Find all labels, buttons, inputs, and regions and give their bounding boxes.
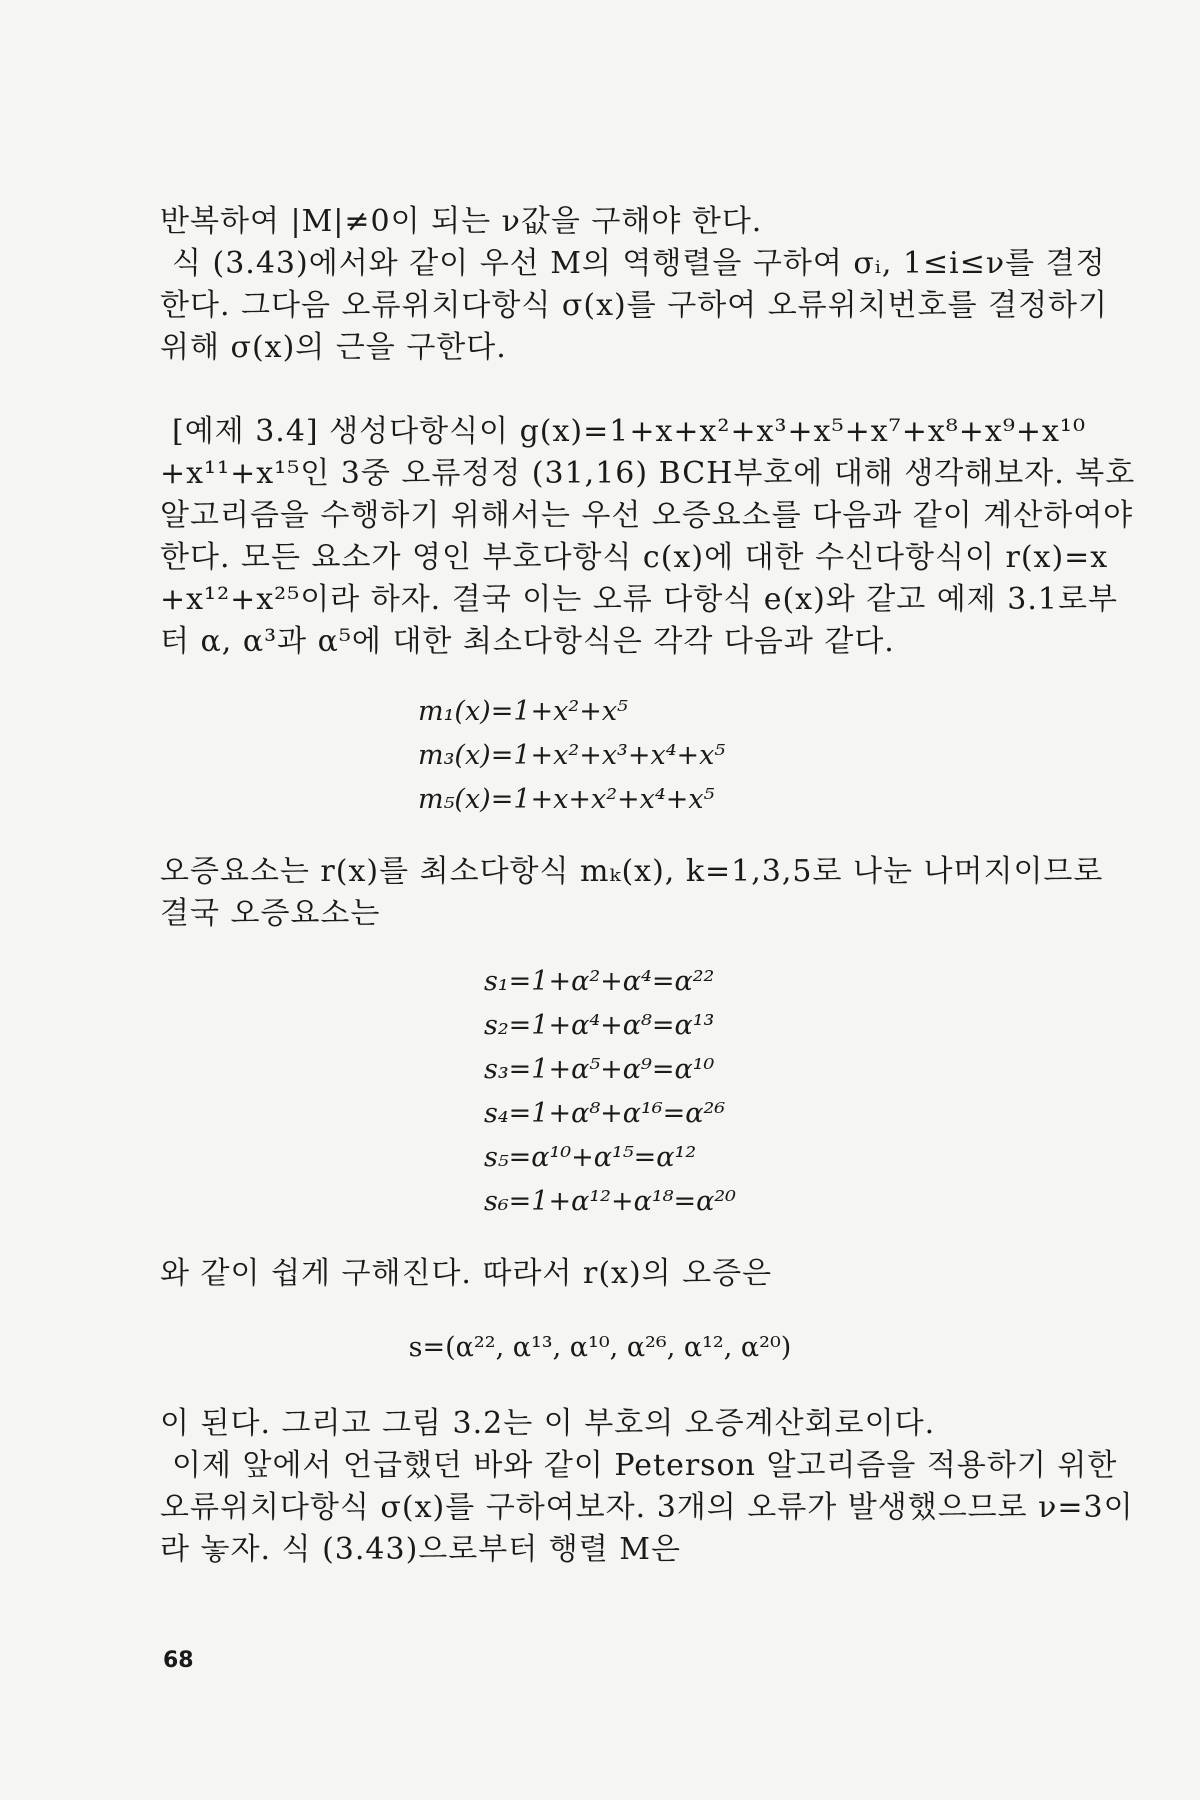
min-poly-m3: m₃(x)=1+x²+x³+x⁴+x⁵ [418, 740, 726, 771]
text-line-3: 한다. 그다음 오류위치다항식 σ(x)를 구하여 오류위치번호를 결정하기 [160, 288, 1109, 323]
text-line-1: 반복하여 |M|≠0이 되는 ν값을 구해야 한다. [160, 204, 763, 239]
page-number: 68 [163, 1648, 194, 1673]
syndrome-vector: s=(α²², α¹³, α¹⁰, α²⁶, α¹², α²⁰) [408, 1332, 792, 1363]
text-line-9: +x¹²+x²⁵이라 하자. 결국 이는 오류 다항식 e(x)와 같고 예제 3.1로부 [160, 582, 1118, 617]
text-line-4: 위해 σ(x)의 근을 구한다. [160, 330, 507, 365]
syndrome-s5: s₅=α¹⁰+α¹⁵=α¹² [484, 1142, 697, 1173]
text-line-13: 와 같이 쉽게 구해진다. 따라서 r(x)의 오증은 [160, 1256, 773, 1291]
text-line-6: +x¹¹+x¹⁵인 3중 오류정정 (31,16) BCH부호에 대해 생각해보자. 복호 [160, 456, 1136, 491]
text-line-15: 이제 앞에서 언급했던 바와 같이 Peterson 알고리즘을 적용하기 위한 [172, 1448, 1118, 1483]
text-line-16: 오류위치다항식 σ(x)를 구하여보자. 3개의 오류가 발생했으므로 ν=3이 [160, 1490, 1134, 1525]
text-line-14: 이 된다. 그리고 그림 3.2는 이 부호의 오증계산회로이다. [160, 1406, 936, 1441]
text-line-17: 라 놓자. 식 (3.43)으로부터 행렬 M은 [160, 1532, 681, 1567]
text-line-2: 식 (3.43)에서와 같이 우선 M의 역행렬을 구하여 σᵢ, 1≤i≤ν를 결정 [172, 246, 1106, 281]
text-line-8: 한다. 모든 요소가 영인 부호다항식 c(x)에 대한 수신다항식이 r(x)=x [160, 540, 1109, 575]
syndrome-s3: s₃=1+α⁵+α⁹=α¹⁰ [484, 1054, 715, 1085]
syndrome-s6: s₆=1+α¹²+α¹⁸=α²⁰ [484, 1186, 736, 1217]
text-line-12: 결국 오증요소는 [160, 896, 381, 931]
syndrome-s2: s₂=1+α⁴+α⁸=α¹³ [484, 1010, 715, 1041]
text-line-10: 터 α, α³과 α⁵에 대한 최소다항식은 각각 다음과 같다. [160, 624, 895, 659]
syndrome-s4: s₄=1+α⁸+α¹⁶=α²⁶ [484, 1098, 726, 1129]
min-poly-m5: m₅(x)=1+x+x²+x⁴+x⁵ [418, 784, 715, 815]
syndrome-s1: s₁=1+α²+α⁴=α²² [484, 966, 715, 997]
example-heading-line: [예제 3.4] 생성다항식이 g(x)=1+x+x²+x³+x⁵+x⁷+x⁸+x⁹+x¹⁰ [172, 414, 1086, 449]
text-line-7: 알고리즘을 수행하기 위해서는 우선 오증요소를 다음과 같이 계산하여야 [160, 498, 1134, 533]
text-line-11: 오증요소는 r(x)를 최소다항식 mₖ(x), k=1,3,5로 나눈 나머지이므로 [160, 854, 1104, 889]
min-poly-m1: m₁(x)=1+x²+x⁵ [418, 696, 628, 727]
